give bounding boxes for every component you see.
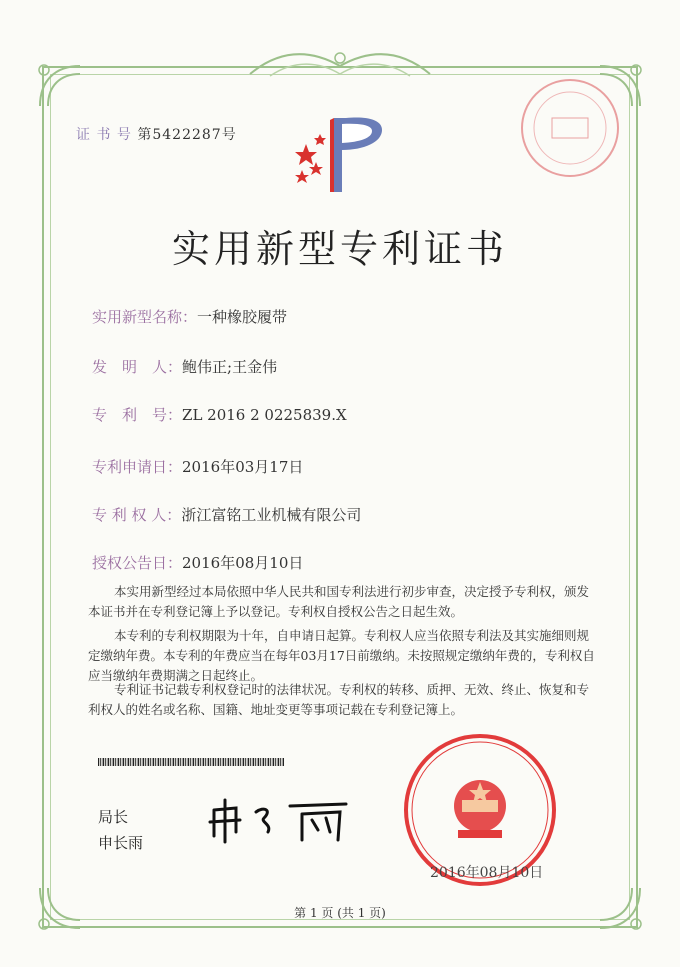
top-right-seal-icon bbox=[514, 72, 626, 184]
field-label: 专利申请日： bbox=[92, 458, 183, 476]
field-label: 发 明 人： bbox=[92, 358, 183, 376]
field-value: 2016年08月10日 bbox=[182, 554, 304, 572]
paragraph-legal-status: 专利证书记载专利权登记时的法律状况。专利权的转移、质押、无效、终止、恢复和专利权人的姓名或名称、国籍、地址变更等事项记载在专利登记簿上。 bbox=[88, 682, 590, 717]
field-label: 授权公告日： bbox=[92, 554, 183, 572]
page-footer: 第 1 页 (共 1 页) bbox=[294, 906, 386, 920]
barcode bbox=[98, 758, 284, 766]
paragraph-term-and-fees: 本专利的专利权期限为十年，自申请日起算。专利权人应当依照专利法及其实施细则规定缴纳年费。本专利的年费应当在每年03月17日前缴纳。未按照规定缴纳年费的，专利权自应当缴纳年费期满之日起终止。 bbox=[88, 628, 595, 683]
patent-office-logo bbox=[286, 110, 396, 200]
seal-date: 2016年08月10日 bbox=[430, 865, 544, 881]
field-label: 实用新型名称： bbox=[92, 308, 198, 326]
certificate-number bbox=[76, 124, 237, 144]
field-utility-model-name bbox=[92, 306, 287, 327]
signature-name: 申长雨 bbox=[98, 834, 144, 852]
field-patent-number bbox=[92, 404, 347, 425]
field-value: ZL 2016 2 0225839.X bbox=[182, 406, 347, 424]
field-label: 专 利 号： bbox=[92, 406, 183, 424]
field-grant-announcement-date bbox=[92, 552, 303, 573]
handwritten-signature-icon bbox=[206, 792, 356, 848]
field-value: 2016年03月17日 bbox=[182, 458, 304, 476]
field-value: 浙江富铭工业机械有限公司 bbox=[181, 506, 362, 524]
field-label: 专 利 权 人： bbox=[92, 506, 182, 524]
field-value: 鲍伟正;王金伟 bbox=[182, 358, 278, 376]
field-patentee bbox=[92, 504, 361, 525]
top-ornament bbox=[240, 44, 440, 84]
certificate-title: 实用新型专利证书 bbox=[171, 227, 508, 271]
certificate-number-label: 证 书 号 bbox=[76, 127, 132, 143]
field-inventor bbox=[92, 356, 277, 377]
signature-title: 局长 bbox=[98, 808, 129, 826]
field-application-date bbox=[92, 456, 303, 477]
corner-ornament-top-left bbox=[30, 56, 90, 116]
certificate-number-value: 第5422287号 bbox=[137, 127, 237, 143]
field-value: 一种橡胶履带 bbox=[197, 308, 288, 326]
paragraph-grant-statement: 本实用新型经过本局依照中华人民共和国专利法进行初步审查，决定授予专利权，颁发本证书并在专利登记簿上予以登记。专利权自授权公告之日起生效。 bbox=[88, 584, 590, 619]
